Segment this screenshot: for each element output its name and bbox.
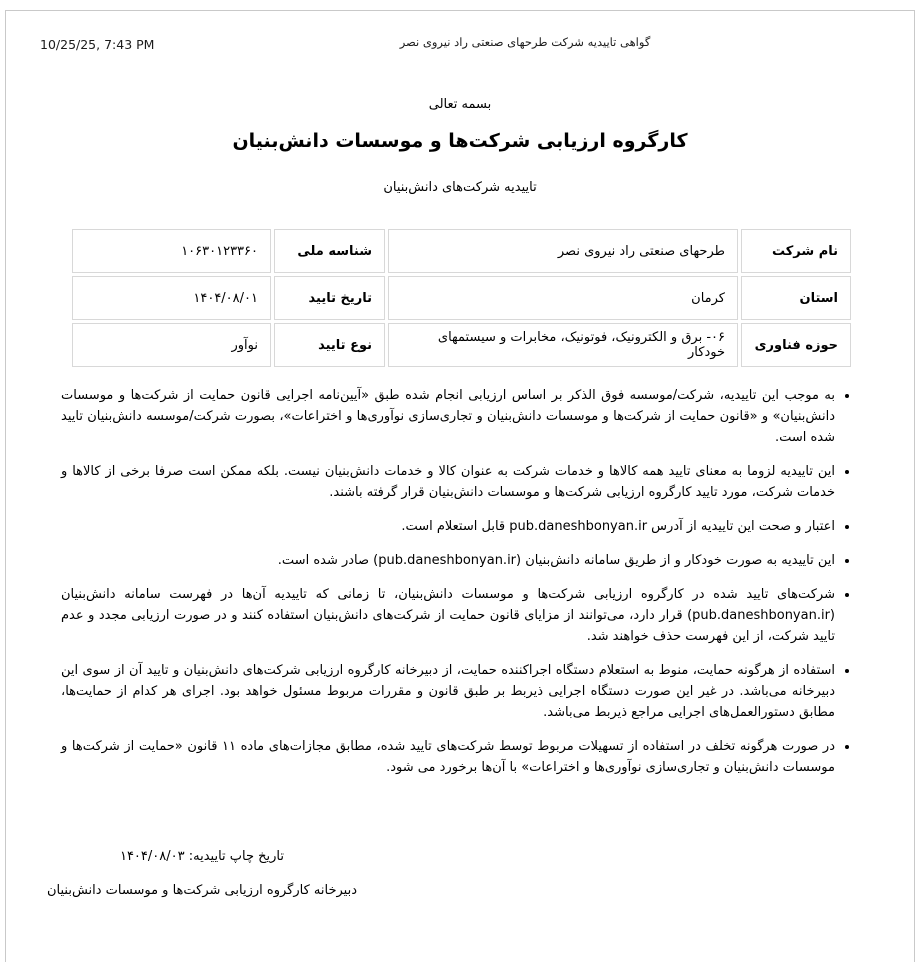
company-name-value: طرحهای صنعتی راد نیروی نصر xyxy=(388,229,738,273)
table-row-province xyxy=(72,276,851,320)
national-id-label: شناسه ملی xyxy=(274,229,385,273)
note-item: • در صورت هرگونه تخلف در استفاده از تسهیلات مربوط توسط شرکت‌های تایید شده، مطابق مجازات‌های ماده ۱۱ قانون «حمایت از شرکت‌ها و موسسات دانش‌بنیان و تجاری‌سازی نوآوری‌ها و اختراعات» با آن‌ها برخورد می شود. xyxy=(61,736,835,778)
note-item: • به موجب این تاییدیه، شرکت/موسسه فوق الذکر بر اساس ارزیابی انجام شده طبق «آیین‌نامه اجرایی قانون حمایت از شرکت‌ها و موسسات دانش‌بنیان» و «قانون حمایت از شرکت‌ها و موسسات دانش‌بنیان و تجاری‌سازی نوآوری‌ها و اختراعات»، بصورت شرکت/موسسه دانش‌بنیان تایید شده است. xyxy=(61,385,835,448)
company-info-table xyxy=(69,226,854,370)
tech-field-label: حوزه فناوری xyxy=(741,323,851,367)
note-item: • استفاده از هرگونه حمایت، منوط به استعلام دستگاه اجراکننده حمایت، از دبیرخانه کارگروه ارزیابی شرکت‌های دانش‌بنیان و تایید آن از سوی این دبیرخانه می‌باشد. در غیر این صورت دستگاه اجرایی ذیربط بر طبق قانون و مقررات مربوط مسئول خواهد بود. اجرای هر کدام از حمایت‌ها، مطابق دستورالعمل‌های اجرایی مراجع ذیربط می‌باشد. xyxy=(61,660,835,723)
print-date-label: تاریخ چاپ تاییدیه: xyxy=(188,849,285,864)
tech-field-value: ۰۶- برق و الکترونیک، فوتونیک، مخابرات و سیستمهای خودکار xyxy=(388,323,738,367)
national-id-value: ۱۰۶۳۰۱۲۳۳۶۰ xyxy=(72,229,271,273)
province-label: استان xyxy=(741,276,851,320)
approval-type-value: نوآور xyxy=(72,323,271,367)
table-row-company xyxy=(72,229,851,273)
note-item: • شرکت‌های تایید شده در کارگروه ارزیابی شرکت‌ها و موسسات دانش‌بنیان، تا زمانی که تاییدیه آن‌ها در فهرست سامانه دانش‌بنیان (pub.daneshbonyan.ir) قرار دارد، می‌توانند از مزایای قانون حمایت از شرکت‌های دانش‌بنیان استفاده کنند و در صورت ارزیابی مجدد و عدم تایید شرکت، از این فهرست حذف خواهند شد. xyxy=(61,584,835,647)
page-subtitle: تاییدیه شرکت‌های دانش‌بنیان xyxy=(383,180,537,195)
company-name-label: نام شرکت xyxy=(741,229,851,273)
page-title: کارگروه ارزیابی شرکت‌ها و موسسات دانش‌بنیان xyxy=(232,130,688,152)
secretariat-line: دبیرخانه کارگروه ارزیابی شرکت‌ها و موسسات دانش‌بنیان xyxy=(46,883,357,898)
notes-list xyxy=(61,385,852,791)
print-header-title: گواهی تاییدیه شرکت طرحهای صنعتی راد نیروی نصر xyxy=(399,35,651,49)
approval-type-label: نوع تایید xyxy=(274,323,385,367)
province-value: کرمان xyxy=(388,276,738,320)
approval-date-label: تاریخ تایید xyxy=(274,276,385,320)
print-date-value: ۱۴۰۴/۰۸/۰۳ xyxy=(119,849,185,864)
bismillah-text: بسمه تعالی xyxy=(428,97,492,112)
print-datetime: 10/25/25, 7:43 PM xyxy=(40,37,155,52)
table-row-tech-field xyxy=(72,323,851,367)
note-item: • اعتبار و صحت این تاییدیه از آدرس pub.daneshbonyan.ir قابل استعلام است. xyxy=(61,516,835,537)
certificate-page xyxy=(5,10,915,962)
print-date-line xyxy=(28,849,376,864)
note-item: • این تاییدیه به صورت خودکار و از طریق سامانه دانش‌بنیان (pub.daneshbonyan.ir) صادر شده است. xyxy=(61,550,835,571)
footer xyxy=(28,849,376,898)
approval-date-value: ۱۴۰۴/۰۸/۰۱ xyxy=(72,276,271,320)
note-item: • این تاییدیه لزوما به معنای تایید همه کالاها و خدمات شرکت به عنوان کالا و خدمات دانش‌بنیان نیست. بلکه ممکن است صرفا برخی از کالاها و خدمات شرکت، مورد تایید کارگروه ارزیابی شرکت‌ها و موسسات دانش‌بنیان قرار گرفته باشند. xyxy=(61,461,835,503)
